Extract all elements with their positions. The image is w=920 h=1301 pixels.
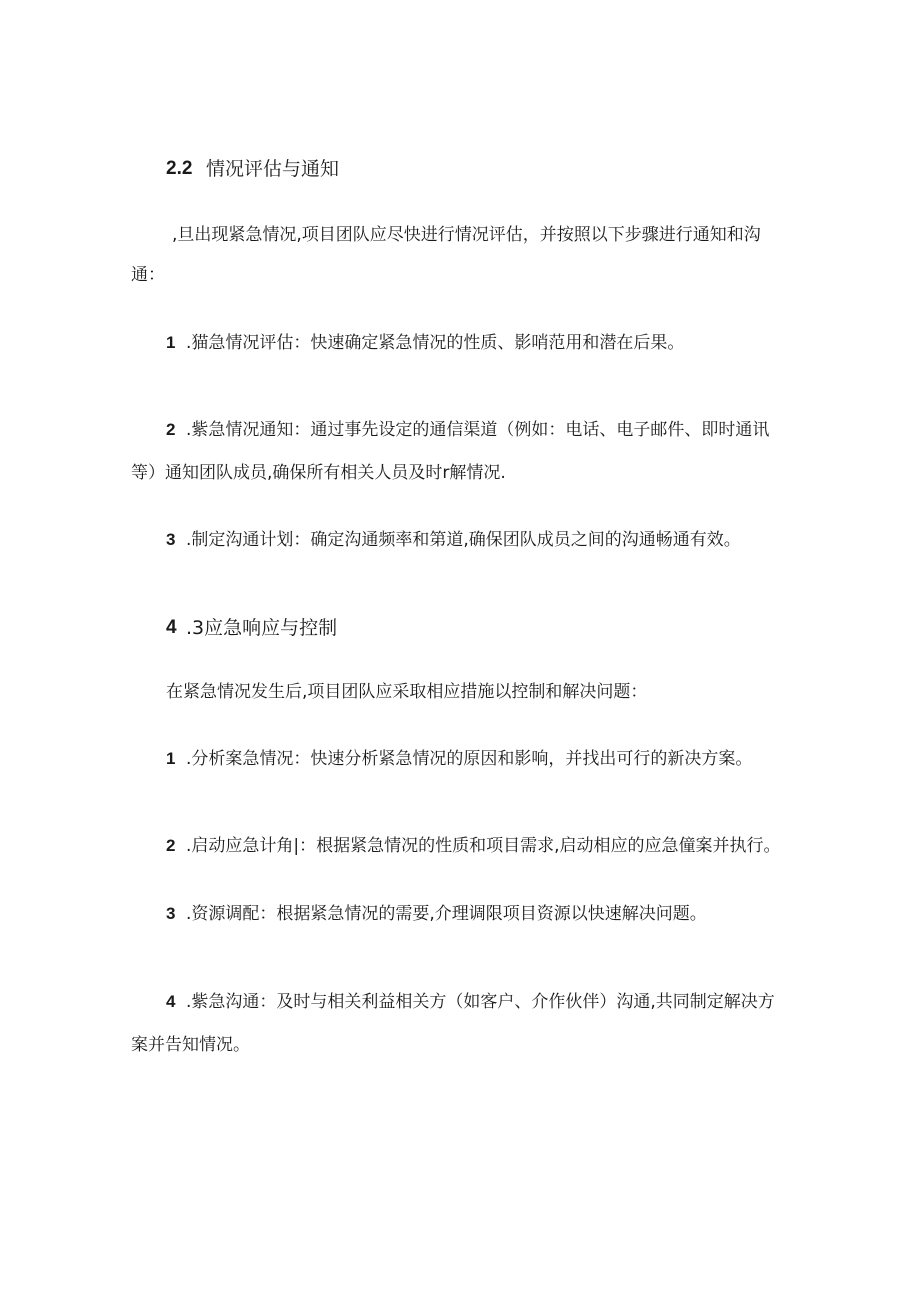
list-item-text: .紫急沟通：及时与相关利益相关方（如客户、介作伙伴）沟通,共同制定解决方 — [186, 992, 775, 1012]
list-item-number: 4 — [166, 992, 176, 1011]
list-item-text: .紫急情况通知：通过事先设定的通信渠道（例如：电话、电子邮件、即时通讯 — [186, 420, 770, 440]
list-item-text: .启动应急计角|：根据紧急情况的性质和项目需求,启动相应的应急僮案并执行。 — [186, 836, 781, 856]
list-item-text: .资源调配：根据紧急情况的需要,介理调限项目资源以快速解决问题。 — [186, 904, 707, 924]
list-item-number: 2 — [166, 836, 176, 855]
list-item-text: 等）通知团队成员,确保所有相关人员及时r解情况. — [131, 463, 506, 483]
section-number: 2.2 — [166, 158, 193, 179]
section-title: .3应急响应与控制 — [186, 617, 338, 639]
list-item-text: .猫急情况评估：快速确定紧急情况的性质、影哨范用和潜在后果。 — [186, 333, 685, 353]
paragraph-text: 在紧急情况发生后,项目团队应采取相应措施以控制和解决问题： — [166, 682, 648, 702]
section-title: 情况评估与通知 — [206, 158, 340, 180]
list-item-number: 3 — [166, 904, 176, 923]
section-number: 4 — [166, 617, 177, 638]
paragraph-text: ,旦出现紧急情况,项目团队应尽快进行情况评估，并按照以下步骤进行通知和沟 — [172, 225, 761, 245]
list-item-text: 案并告知情况。 — [131, 1035, 250, 1055]
list-item-text: .分析案急情况：快速分析紧急情况的原因和影响，并找出可行的新决方案。 — [186, 749, 753, 769]
list-item-number: 2 — [166, 420, 176, 439]
list-item-text: .制定沟通计划：确定沟通频率和第道,确保团队成员之间的沟通畅通有效。 — [186, 530, 741, 550]
list-item-number: 3 — [166, 530, 176, 549]
paragraph-text: 通： — [131, 265, 165, 285]
list-item-number: 1 — [166, 749, 176, 768]
list-item-number: 1 — [166, 333, 176, 352]
